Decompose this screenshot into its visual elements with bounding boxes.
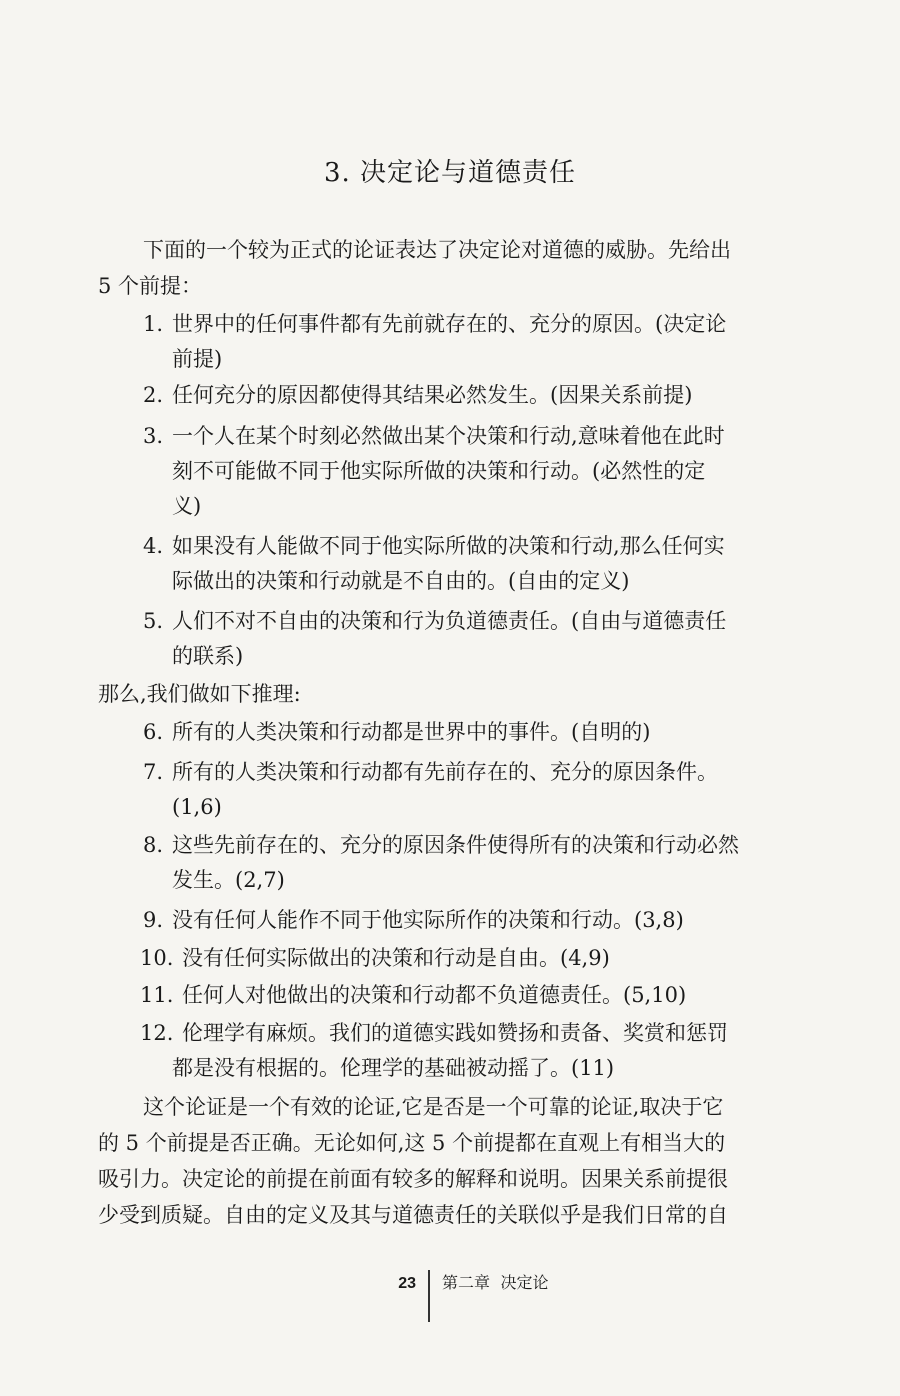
intro-line: 下面的一个较为正式的论证表达了决定论对道德的威胁。先给出 — [143, 238, 731, 262]
list-item-text: 世界中的任何事件都有先前就存在的、充分的原因。(决定论 — [172, 312, 727, 336]
list-item-number: 5. — [143, 609, 164, 633]
list-item-number: 2. — [143, 383, 164, 407]
paragraph-line: 吸引力。决定论的前提在前面有较多的解释和说明。因果关系前提很 — [98, 1167, 728, 1191]
list-item-text: 所有的人类决策和行动都是世界中的事件。(自明的) — [172, 720, 651, 744]
list-item-text: 任何充分的原因都使得其结果必然发生。(因果关系前提) — [172, 383, 693, 407]
list-item-text: 际做出的决策和行动就是不自由的。(自由的定义) — [172, 569, 630, 593]
list-item-text: 都是没有根据的。伦理学的基础被动摇了。(11) — [172, 1056, 615, 1080]
list-item-number: 8. — [143, 833, 164, 857]
list-item-number: 7. — [143, 760, 164, 784]
list-item-number: 12. — [140, 1021, 174, 1045]
section-title: 3. 决定论与道德责任 — [323, 158, 577, 188]
paragraph-line: 的 5 个前提是否正确。无论如何,这 5 个前提都在直观上有相当大的 — [98, 1131, 726, 1155]
list-item-text: (1,6) — [172, 795, 222, 819]
list-item-text: 刻不可能做不同于他实际所做的决策和行动。(必然性的定 — [172, 459, 706, 483]
list-item-number: 1. — [143, 312, 164, 336]
list-item-text: 的联系) — [172, 644, 244, 668]
list-item-text: 所有的人类决策和行动都有先前存在的、充分的原因条件。 — [172, 760, 718, 784]
transition-text: 那么,我们做如下推理: — [98, 682, 301, 706]
list-item-text: 一个人在某个时刻必然做出某个决策和行动,意味着他在此时 — [172, 424, 725, 448]
list-item-number: 10. — [140, 946, 174, 970]
list-item-text: 人们不对不自由的决策和行为负道德责任。(自由与道德责任 — [172, 609, 727, 633]
list-item-number: 3. — [143, 424, 164, 448]
list-item-number: 6. — [143, 720, 164, 744]
list-item-text: 没有任何实际做出的决策和行动是自由。(4,9) — [182, 946, 610, 970]
list-item-text: 任何人对他做出的决策和行动都不负道德责任。(5,10) — [182, 983, 687, 1007]
list-item-text: 前提) — [172, 347, 223, 371]
chapter-label: 第二章 决定论 — [442, 1275, 549, 1292]
list-item-text: 伦理学有麻烦。我们的道德实践如赞扬和责备、奖赏和惩罚 — [182, 1021, 728, 1045]
page-number: 23 — [398, 1275, 416, 1292]
intro-line: 5 个前提： — [98, 274, 203, 298]
list-item-text: 如果没有人能做不同于他实际所做的决策和行动,那么任何实 — [172, 534, 725, 558]
footer-divider — [428, 1270, 430, 1322]
list-item-number: 9. — [143, 908, 164, 932]
list-item-number: 4. — [143, 534, 164, 558]
list-item-number: 11. — [140, 983, 174, 1007]
paragraph-line: 少受到质疑。自由的定义及其与道德责任的关联似乎是我们日常的自 — [98, 1203, 728, 1227]
list-item-text: 没有任何人能作不同于他实际所作的决策和行动。(3,8) — [172, 908, 684, 932]
list-item-text: 这些先前存在的、充分的原因条件使得所有的决策和行动必然 — [172, 833, 739, 857]
list-item-text: 义) — [172, 494, 202, 518]
paragraph-line: 这个论证是一个有效的论证,它是否是一个可靠的论证,取决于它 — [143, 1095, 724, 1119]
list-item-text: 发生。(2,7) — [172, 868, 285, 892]
